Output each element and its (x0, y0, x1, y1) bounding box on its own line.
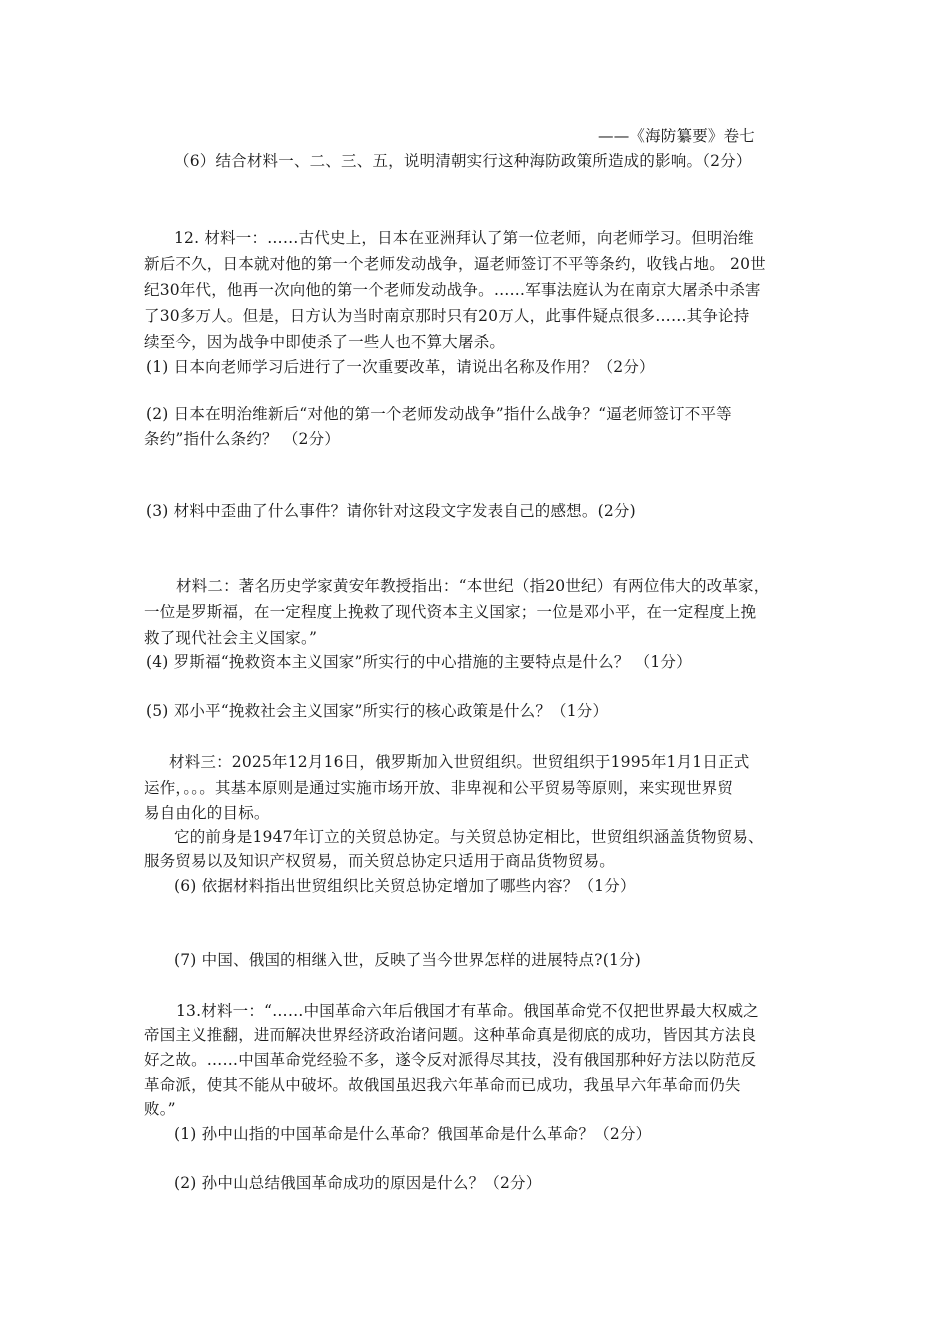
q12-material-1-line: 12. 材料一：……古代史上，日本在亚洲拜认了第一位老师，向老师学习。但明治维 (174, 229, 754, 247)
q12-material-3-line: 服务贸易以及知识产权贸易，而关贸总协定只适用于商品货物贸易。 (144, 852, 616, 870)
q12-sub-3: (3) 材料中歪曲了什么事件？请你针对这段文字发表自己的感想。(2分) (146, 502, 636, 520)
q12-material-3-line: 易自由化的目标。 (144, 804, 270, 822)
q12-sub-1: (1) 日本向老师学习后进行了一次重要改革，请说出名称及作用？（2分） (146, 358, 655, 376)
q12-material-3-line: 它的前身是1947年订立的关贸总协定。与关贸总协定相比，世贸组织涵盖货物贸易、 (174, 828, 764, 846)
source-citation: ——《海防纂要》卷七 (598, 127, 756, 145)
q12-material-2-line: 材料二：著名历史学家黄安年教授指出：“本世纪（指20世纪）有两位伟大的改革家， (176, 577, 770, 595)
q12-sub-7: (7) 中国、俄国的相继入世，反映了当今世界怎样的进展特点?(1分) (174, 951, 641, 969)
q12-material-3-line: 运作，。。。其基本原则是通过实施市场开放、非卑视和公平贸易等原则，来实现世界贸 (144, 779, 734, 797)
q13-material-1-line: 13.材料一：“……中国革命六年后俄国才有革命。俄国革命党不仅把世界最大权威之 (176, 1002, 759, 1020)
q13-sub-1: (1) 孙中山指的中国革命是什么革命？俄国革命是什么革命？（2分） (174, 1125, 652, 1143)
q12-sub-4: (4) 罗斯福“挽救资本主义国家”所实行的中心措施的主要特点是什么？ （1分） (146, 653, 692, 671)
q12-material-2-line: 一位是罗斯福，在一定程度上挽救了现代资本主义国家；一位是邓小平，在一定程度上挽 (144, 603, 757, 621)
q12-sub-6: (6) 依据材料指出世贸组织比关贸总协定增加了哪些内容？（1分） (174, 877, 636, 895)
q13-material-1-line: 败。” (144, 1100, 176, 1118)
q13-material-1-line: 好之故。……中国革命党经验不多，遂令反对派得尽其技，没有俄国那种好方法以防范反 (144, 1051, 757, 1069)
q13-sub-2: (2) 孙中山总结俄国革命成功的原因是什么？（2分） (174, 1174, 542, 1192)
q12-material-1-line: 续至今，因为战争中即使杀了一些人也不算大屠杀。 (144, 333, 506, 351)
q13-material-1-line: 革命派，使其不能从中破坏。故俄国虽迟我六年革命而已成功，我虽早六年革命而仍失 (144, 1076, 741, 1094)
q13-material-1-line: 帝国主义推翻，进而解决世界经济政治诸问题。这种革命真是彻底的成功，皆因其方法良 (144, 1026, 757, 1044)
q12-material-1-line: 了30多万人。但是，日方认为当时南京那时只有20万人，此事件疑点很多……其争论持 (144, 307, 750, 325)
q12-sub-2-cont: 条约”指什么条约？ （2分） (144, 430, 341, 448)
q12-material-1-line: 纪30年代，他再一次向他的第一个老师发动战争。……军事法庭认为在南京大屠杀中杀害 (144, 281, 761, 299)
q12-sub-5: (5) 邓小平“挽救社会主义国家”所实行的核心政策是什么？（1分） (146, 702, 609, 720)
q12-material-2-line: 救了现代社会主义国家。” (144, 629, 318, 647)
q12-material-3-line: 材料三：2025年12月16日，俄罗斯加入世贸组织。世贸组织于1995年1月1日正式 (169, 753, 750, 771)
q12-sub-2: (2) 日本在明治维新后“对他的第一个老师发动战争”指什么战争？“逼老师签订不平等 (146, 405, 732, 423)
question-6-prompt: （6）结合材料一、二、三、五，说明清朝实行这种海防政策所造成的影响。（2分） (174, 152, 752, 170)
q12-material-1-line: 新后不久，日本就对他的第一个老师发动战争，逼老师签订不平等条约，收钱占地。 20世 (144, 255, 766, 273)
